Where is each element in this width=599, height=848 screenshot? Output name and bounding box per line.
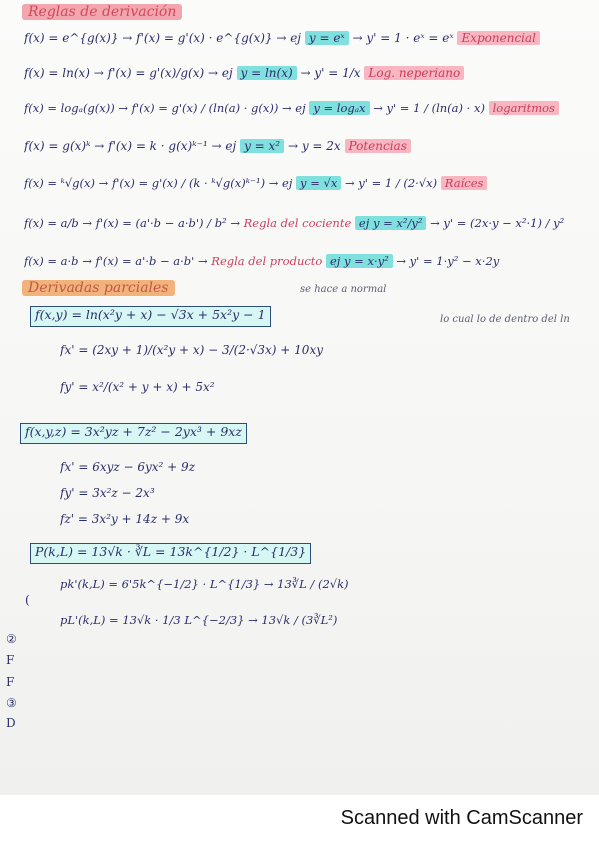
rule-label: Regla del cociente	[243, 216, 352, 230]
rule-expr: f(x) = ᵏ√g(x) → f'(x) = g'(x) / (k · ᵏ√g(x)ᵏ⁻¹) → ej	[24, 176, 293, 190]
rule-power	[24, 139, 589, 153]
rule-example: y = eˣ	[305, 31, 349, 45]
rule-example: ej y = x·y²	[326, 254, 393, 268]
margin-mark: (	[25, 593, 30, 607]
rule-label: Raíces	[441, 176, 488, 190]
margin-mark: ②	[6, 632, 17, 646]
camscanner-watermark: Scanned with CamScanner	[340, 807, 583, 829]
partial-fy-1: fy' = x²/(x² + y + x) + 5x²	[60, 380, 215, 394]
rule-product	[24, 254, 589, 268]
section-title-partial-derivatives: Derivadas parciales	[22, 280, 175, 296]
rule-expr: f(x) = e^{g(x)} → f'(x) = g'(x) · e^{g(x)} → ej	[24, 31, 302, 45]
margin-mark: F	[6, 653, 15, 667]
rule-expr: f(x) = g(x)ᵏ → f'(x) = k · g(x)ᵏ⁻¹ → ej	[24, 139, 237, 153]
annotation-side-note: lo cual lo de dentro del ln	[440, 314, 570, 325]
rule-example: ej y = x²/y²	[355, 216, 427, 230]
rule-example: y = √x	[296, 176, 341, 190]
margin-mark: F	[6, 675, 15, 689]
partial-fz-2: fz' = 3x²y + 14z + 9x	[60, 512, 190, 526]
rule-result: → y' = (2x·y − x²·1) / y²	[430, 216, 565, 230]
rule-result: → y = 2x	[287, 139, 341, 153]
rule-expr: f(x) = logₐ(g(x)) → f'(x) = g'(x) / (ln(a) · g(x)) → ej	[24, 101, 306, 115]
rule-natural-log	[24, 66, 589, 80]
rule-label: Regla del producto	[211, 254, 323, 268]
rule-result: → y' = 1 · eˣ = eˣ	[352, 31, 454, 45]
rule-result: → y' = 1 / (ln(a) · x)	[373, 101, 485, 115]
rule-label: Log. neperiano	[364, 66, 464, 80]
function-box-2: f(x,y,z) = 3x²yz + 7z² − 2yx³ + 9xz	[20, 423, 247, 444]
rule-logarithm	[24, 101, 589, 115]
partial-fx-2: fx' = 6xyz − 6yx² + 9z	[60, 460, 196, 474]
partial-fy-2: fy' = 3x²z − 2x³	[60, 486, 155, 500]
partial-fx-1: fx' = (2xy + 1)/(x²y + x) − 3/(2·√3x) + 10xy	[60, 343, 323, 357]
rule-quotient	[24, 216, 589, 230]
rule-expr: f(x) = ln(x) → f'(x) = g'(x)/g(x) → ej	[24, 66, 233, 80]
annotation-se-hace-normal: se hace a normal	[300, 284, 387, 295]
function-box-3: P(k,L) = 13√k · ∛L = 13k^{1/2} · L^{1/3}	[30, 543, 311, 564]
partial-pk-3: pk'(k,L) = 6'5k^{−1/2} · L^{1/3} → 13∛L / (2√k)	[60, 577, 349, 591]
rule-label: logaritmos	[489, 101, 559, 115]
function-box-1: f(x,y) = ln(x²y + x) − √3x + 5x²y − 1	[30, 306, 271, 327]
rule-result: → y' = 1/x	[300, 66, 361, 80]
rule-expr: f(x) = a/b → f'(x) = (a'·b − a·b') / b² →	[24, 216, 240, 230]
rule-root	[24, 176, 589, 190]
rule-example: y = x²	[240, 139, 284, 153]
section-title-derivation-rules: Reglas de derivación	[22, 4, 182, 20]
rule-example: y = logₐx	[309, 101, 369, 115]
margin-mark: D	[6, 716, 16, 730]
rule-result: → y' = 1·y² − x·2y	[396, 254, 500, 268]
rule-example: y = ln(x)	[237, 66, 297, 80]
rule-expr: f(x) = a·b → f'(x) = a'·b − a·b' →	[24, 254, 208, 268]
rule-result: → y' = 1 / (2·√x)	[344, 176, 438, 190]
rule-exponential	[24, 31, 589, 45]
scanner-footer	[0, 795, 599, 848]
margin-mark: ③	[6, 696, 17, 710]
partial-pl-3: pL'(k,L) = 13√k · 1/3 L^{−2/3} → 13√k / (3∛L²)	[60, 613, 338, 627]
rule-label: Potencias	[345, 139, 411, 153]
rule-label: Exponencial	[457, 31, 540, 45]
